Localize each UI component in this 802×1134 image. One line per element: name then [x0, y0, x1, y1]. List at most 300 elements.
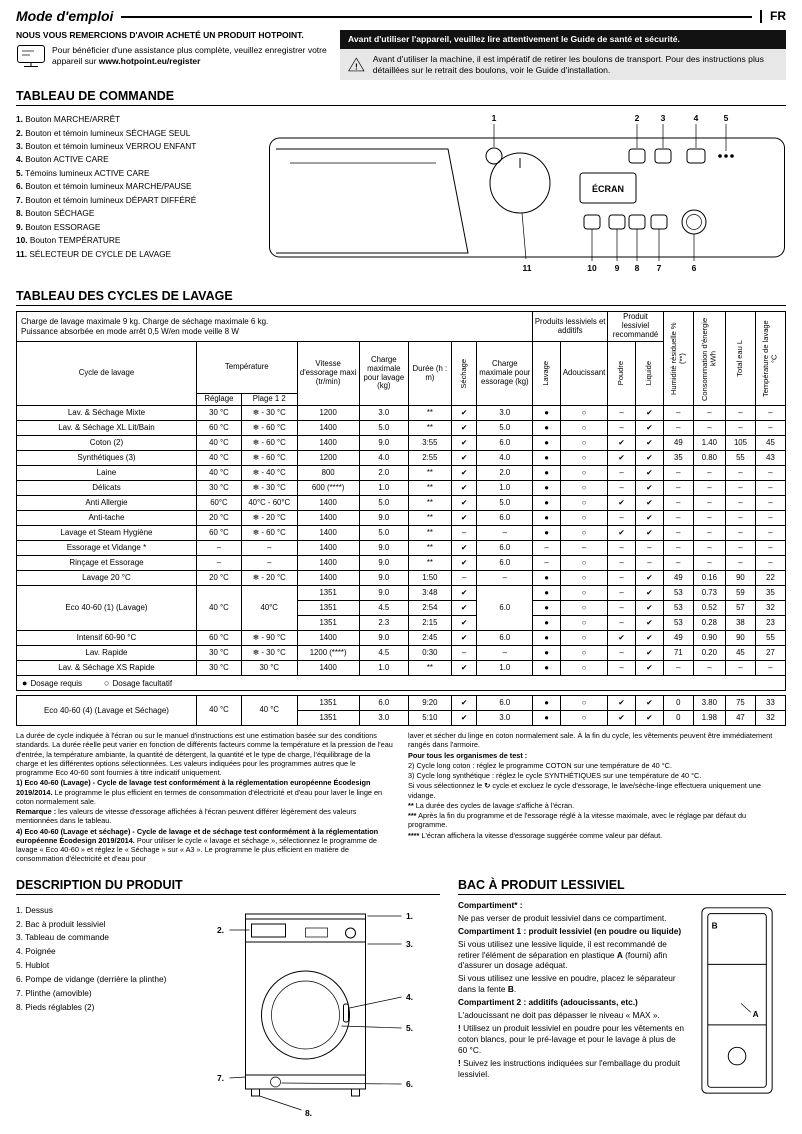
- table-cell: ✔: [636, 586, 664, 601]
- table-cell: –: [477, 571, 533, 586]
- language-badge: FR: [770, 9, 786, 23]
- paragraph: Pour tous les organismes de test :: [408, 750, 528, 760]
- legend-required: ● Dosage requis: [22, 678, 83, 689]
- drawer-label-a: A: [752, 1008, 759, 1019]
- table-cell: 9:20: [408, 696, 451, 711]
- table-cell: Rinçage et Essorage: [17, 556, 197, 571]
- table-cell: **: [408, 511, 451, 526]
- list-item: 8. Pieds réglables (2): [16, 1001, 95, 1012]
- table-cell: ●: [533, 711, 561, 726]
- table-cell: **: [408, 421, 451, 436]
- table-cell: 6.0: [477, 511, 533, 526]
- drawer-label-b: B: [711, 920, 718, 931]
- table-cell: –: [561, 541, 608, 556]
- header-lavage: Lavage: [533, 342, 561, 406]
- table-cell: –: [755, 466, 785, 481]
- table-cell: 75: [725, 696, 755, 711]
- callout-8: 8: [634, 263, 640, 274]
- callout-11: 11: [522, 263, 532, 274]
- capacity-note: [17, 312, 533, 342]
- header-produits-group: Produits lessiviels et additifs: [533, 312, 608, 342]
- table-cell: –: [755, 511, 785, 526]
- table-cell: ❄ - 30 °C: [241, 646, 297, 661]
- table-cell: 30 °C: [241, 661, 297, 676]
- washing-machine-diagram: [204, 900, 432, 1120]
- table-cell: –: [533, 556, 561, 571]
- table-cell: –: [241, 541, 297, 556]
- table-cell: –: [693, 556, 725, 571]
- table-cell: ❄ - 60 °C: [241, 436, 297, 451]
- table-cell: 0:30: [408, 646, 451, 661]
- table-cell: 0.80: [693, 451, 725, 466]
- table-cell: –: [693, 421, 725, 436]
- cycle-row: [17, 421, 786, 436]
- table-cell: –: [725, 556, 755, 571]
- table-cell: ○: [561, 466, 608, 481]
- table-cell: 2.3: [359, 616, 408, 631]
- table-cell: 1200 (****): [297, 646, 359, 661]
- table-cell: ●: [533, 466, 561, 481]
- machine-pump: [271, 1077, 281, 1087]
- table-cell: ○: [561, 511, 608, 526]
- table-cell: 105: [725, 436, 755, 451]
- table-cell: Lav. & Séchage Mixte: [17, 406, 197, 421]
- register-pre: Pour bénéficier d'une assistance plus complète, veuillez enregistrer votre appareil sur: [52, 45, 327, 67]
- table-cell: ✔: [635, 696, 663, 711]
- table-cell: 9.0: [359, 541, 408, 556]
- table-cell: 53: [663, 586, 693, 601]
- table-cell: ○: [561, 406, 608, 421]
- capacity-note-line2: Puissance absorbée en mode arrêt 0,5 W/en mode veille 8 W: [21, 326, 239, 336]
- table-cell: 1400: [297, 421, 359, 436]
- table-cell: 1400: [297, 556, 359, 571]
- table-cell: –: [755, 481, 785, 496]
- header-charge-lavage: Charge maximale pour lavage (kg): [359, 342, 408, 406]
- table-cell: –: [663, 421, 693, 436]
- table-cell: ○: [561, 496, 608, 511]
- list-item: 2. Bouton et témoin lumineux SÉCHAGE SEUL: [16, 127, 191, 138]
- section-title-commande: TABLEAU DE COMMANDE: [16, 89, 786, 106]
- header-temperature: Température: [196, 342, 297, 394]
- table-cell: 6.0: [359, 696, 408, 711]
- drawer-siphon: [728, 1047, 746, 1065]
- table-cell: 2.0: [477, 466, 533, 481]
- list-item: 7. Plinthe (amovible): [16, 987, 92, 998]
- drying-only-button: [629, 149, 645, 163]
- table-cell: Coton (2): [17, 436, 197, 451]
- table-cell: ✔: [451, 436, 477, 451]
- table-cell: **: [408, 496, 451, 511]
- table-cell: 1.98: [693, 711, 725, 726]
- table-cell: ●: [533, 661, 561, 676]
- table-cell: ✔: [636, 571, 664, 586]
- table-cell: 40°C - 60°C: [241, 496, 297, 511]
- table-cell: 5.0: [359, 526, 408, 541]
- table-cell: 32: [755, 711, 785, 726]
- table-cell: ○: [561, 571, 608, 586]
- footnotes-left: [16, 731, 394, 865]
- table-cell: ●: [533, 696, 561, 711]
- table-cell: 40 °C: [196, 696, 241, 726]
- table-cell: 9.0: [359, 631, 408, 646]
- table-cell: 35: [755, 586, 785, 601]
- table-cell: 1400: [297, 661, 359, 676]
- eco-tbody: [17, 696, 786, 726]
- paragraph: *** Après la fin du programme et de l'essorage réglé à la vitesse maximale, avec le réglage par défaut du programme.: [408, 811, 747, 830]
- list-item: 6. Bouton et témoin lumineux MARCHE/PAUSE: [16, 181, 192, 192]
- table-cell: –: [725, 421, 755, 436]
- table-cell: 40 °C: [196, 466, 241, 481]
- table-cell: ○: [561, 601, 608, 616]
- table-cell: ✔: [635, 711, 663, 726]
- table-cell: –: [608, 421, 636, 436]
- table-cell: ✔: [451, 481, 477, 496]
- table-cell: –: [693, 466, 725, 481]
- table-cell: 30 °C: [196, 481, 241, 496]
- spin-button: [609, 215, 625, 229]
- table-cell: 0.20: [693, 646, 725, 661]
- table-cell: ❄ - 60 °C: [241, 451, 297, 466]
- callout-1: 1: [491, 113, 497, 124]
- paragraph: Ne pas verser de produit lessiviel dans ce compartiment.: [458, 912, 667, 923]
- table-cell: ✔: [451, 661, 477, 676]
- table-cell: ●: [533, 481, 561, 496]
- table-cell: 6.0: [477, 436, 533, 451]
- table-cell: –: [608, 541, 636, 556]
- warning-triangle-icon: [348, 53, 365, 76]
- table-cell: ✔: [451, 511, 477, 526]
- table-cell: –: [725, 511, 755, 526]
- paragraph: ! Suivez les instructions indiquées sur l'emballage du produit lessiviel.: [458, 1057, 681, 1079]
- table-cell: 30 °C: [196, 661, 241, 676]
- table-cell: ❄ - 90 °C: [241, 631, 297, 646]
- table-cell: **: [408, 466, 451, 481]
- header-duree: Durée (h : m): [408, 342, 451, 406]
- table-cell: **: [408, 526, 451, 541]
- table-cell: 45: [755, 436, 785, 451]
- child-lock-button: [655, 149, 671, 163]
- table-cell: 0: [663, 711, 693, 726]
- table-cell: 600 (****): [297, 481, 359, 496]
- table-cell: –: [663, 466, 693, 481]
- table-cell: –: [636, 541, 664, 556]
- table-cell: –: [608, 586, 636, 601]
- table-cell: 60°C: [196, 496, 241, 511]
- table-cell: ✔: [608, 436, 636, 451]
- table-cell: 4.5: [359, 646, 408, 661]
- table-cell: Lav. Rapide: [17, 646, 197, 661]
- table-cell: –: [693, 496, 725, 511]
- commande-list: [16, 111, 264, 280]
- table-cell: 800: [297, 466, 359, 481]
- table-cell: ✔: [451, 711, 477, 726]
- table-cell: 9.0: [359, 571, 408, 586]
- detergent-drawer-front: [276, 149, 468, 253]
- table-cell: ✔: [451, 451, 477, 466]
- table-cell: ✔: [608, 631, 636, 646]
- paragraph: **** L'écran affichera la vitesse d'essorage suggérée comme valeur par défaut.: [408, 830, 663, 840]
- table-cell: –: [608, 661, 636, 676]
- machine-knob: [346, 928, 356, 938]
- footnotes: [16, 731, 786, 865]
- panel-figure: [268, 111, 786, 280]
- paragraph: La durée de cycle indiquée à l'écran ou sur le manuel d'instructions est une estimation basée sur des conditions standards. La durée réelle peut varier en fonction de différents facteurs comme la température et la pression de l'eau d'entrée, la température ambiante, la quantité de détergent, la quantité et le type de charge, l'équilibrage de la charge et les différentes options sélectionnées. Les valeurs indiquées pour les programmes autres que le programme Eco 40-60 sont fournies à titre indicatif uniquement.: [16, 731, 393, 778]
- header-adoucissant: Adoucissant: [561, 342, 608, 406]
- temperature-button: [584, 215, 600, 229]
- control-panel-diagram: [268, 111, 786, 275]
- bac-body: [458, 900, 786, 1080]
- table-cell: 1400: [297, 436, 359, 451]
- table-cell: 4.5: [359, 601, 408, 616]
- safety-block: [340, 30, 786, 80]
- product-description-section: [16, 869, 440, 1120]
- table-cell: ○: [561, 556, 608, 571]
- thanks-block: [16, 30, 328, 80]
- paragraph: L'adoucissant ne doit pas dépasser le niveau « MAX ».: [458, 1010, 660, 1021]
- table-cell: **: [408, 541, 451, 556]
- table-cell: ✔: [636, 436, 664, 451]
- cycle-row: [17, 436, 786, 451]
- active-care-led: [724, 154, 728, 158]
- section-title-cycles: TABLEAU DES CYCLES DE LAVAGE: [16, 289, 786, 306]
- table-cell: ❄ - 20 °C: [241, 511, 297, 526]
- table-cell: 71: [663, 646, 693, 661]
- table-cell: 1400: [297, 526, 359, 541]
- table-cell: 32: [755, 601, 785, 616]
- list-item: 3. Bouton et témoin lumineux VERROU ENFANT: [16, 141, 197, 152]
- table-cell: ✔: [451, 496, 477, 511]
- table-cell: 57: [725, 601, 755, 616]
- eco-table: [16, 695, 786, 726]
- table-cell: ○: [561, 646, 608, 661]
- table-cell: 6.0: [477, 696, 533, 711]
- table-cell: –: [693, 406, 725, 421]
- table-cell: ○: [561, 711, 608, 726]
- table-cell: 47: [725, 711, 755, 726]
- cycle-row: [17, 556, 786, 571]
- table-cell: 6.0: [477, 541, 533, 556]
- table-cell: 49: [663, 631, 693, 646]
- list-item: 5. Témoins lumineux ACTIVE CARE: [16, 167, 150, 178]
- header-total-eau: Total eau L: [725, 312, 755, 406]
- table-cell: 35: [663, 451, 693, 466]
- table-cell: ●: [533, 526, 561, 541]
- cycle-row: [17, 586, 786, 601]
- table-cell: –: [693, 541, 725, 556]
- paragraph: Compartiment 1 : produit lessiviel (en poudre ou liquide): [458, 925, 682, 936]
- table-cell: –: [608, 481, 636, 496]
- detergent-drawer-section: [458, 869, 786, 1120]
- table-cell: ✔: [636, 421, 664, 436]
- table-cell: –: [693, 661, 725, 676]
- table-cell: ✔: [636, 511, 664, 526]
- table-cell: 3:55: [408, 436, 451, 451]
- list-item: 1. Bouton MARCHE/ARRÊT: [16, 114, 121, 125]
- table-cell: 20 °C: [196, 511, 241, 526]
- list-item: 4. Bouton ACTIVE CARE: [16, 154, 109, 165]
- cycles-table: [16, 311, 786, 676]
- drying-button: [629, 215, 645, 229]
- table-cell: –: [663, 481, 693, 496]
- paragraph: 1) Eco 40-60 (Lavage) - Cycle de lavage test conformément à la réglementation européenne Écodesign 2019/2014. Le programme le plus efficient en termes de consommation d'électricité et d'eau pour laver le linge en coton normalement sale.: [16, 778, 383, 806]
- callout-6: 6: [691, 263, 697, 274]
- header-liquide: Liquide: [636, 342, 664, 406]
- table-cell: 1400: [297, 631, 359, 646]
- table-cell: 3.0: [477, 711, 533, 726]
- callout-3: 3: [660, 113, 666, 124]
- machine-handle: [344, 1004, 349, 1022]
- paragraph: 3) Cycle long synthétique : réglez le cycle SYNTHÉTIQUES sur une température de 40 °C.: [408, 771, 702, 781]
- table-cell: –: [663, 496, 693, 511]
- callout-5: 5: [723, 113, 729, 124]
- table-cell: 53: [663, 601, 693, 616]
- start-pause-button: [682, 210, 706, 234]
- header-recommande-group: Produit lessiviel recommandé: [608, 312, 664, 342]
- intro-row: [16, 30, 786, 80]
- table-cell: ✔: [451, 631, 477, 646]
- table-cell: –: [755, 421, 785, 436]
- page-title: Mode d'emploi: [16, 8, 114, 24]
- table-cell: 1200: [297, 451, 359, 466]
- cycle-row: [17, 696, 786, 711]
- table-cell: 9.0: [359, 556, 408, 571]
- table-cell: –: [196, 556, 241, 571]
- machine-foot: [352, 1089, 360, 1096]
- header-poudre: Poudre: [608, 342, 636, 406]
- table-cell: 5:10: [408, 711, 451, 726]
- table-cell: –: [693, 511, 725, 526]
- cycle-row: [17, 541, 786, 556]
- table-cell: ●: [533, 496, 561, 511]
- cycle-row: [17, 646, 786, 661]
- list-item: 9. Bouton ESSORAGE: [16, 221, 101, 232]
- table-cell: ❄ - 30 °C: [241, 481, 297, 496]
- list-item: 3. Tableau de commande: [16, 932, 110, 943]
- table-cell: 3.0: [359, 711, 408, 726]
- table-cell: –: [663, 511, 693, 526]
- table-cell: ●: [533, 601, 561, 616]
- transport-warning-box: [340, 49, 786, 80]
- table-cell: 5.0: [359, 496, 408, 511]
- table-cell: ✔: [451, 421, 477, 436]
- table-cell: 0.16: [693, 571, 725, 586]
- drawer-inner: [708, 913, 767, 1087]
- table-cell: 5.0: [477, 496, 533, 511]
- machine-callout-5: 5.: [405, 1022, 414, 1033]
- table-cell: ✔: [451, 616, 477, 631]
- table-cell: 45: [725, 646, 755, 661]
- table-cell: 1.0: [477, 481, 533, 496]
- table-cell: –: [477, 526, 533, 541]
- table-cell: –: [196, 541, 241, 556]
- table-cell: 23: [755, 616, 785, 631]
- active-care-led: [730, 154, 734, 158]
- table-cell: ○: [561, 696, 608, 711]
- table-cell: ✔: [451, 556, 477, 571]
- paragraph: ** La durée des cycles de lavage s'affiche à l'écran.: [408, 800, 575, 810]
- table-cell: ●: [533, 616, 561, 631]
- table-cell: –: [663, 406, 693, 421]
- display-label: ÉCRAN: [591, 184, 625, 195]
- table-cell: ❄ - 30 °C: [241, 406, 297, 421]
- register-url[interactable]: www.hotpoint.eu/register: [98, 56, 201, 67]
- product-list: [16, 900, 200, 1120]
- table-cell: ✔: [636, 631, 664, 646]
- table-cell: Laine: [17, 466, 197, 481]
- table-cell: ❄ - 60 °C: [241, 421, 297, 436]
- table-cell: 2:54: [408, 601, 451, 616]
- table-cell: ○: [561, 436, 608, 451]
- table-cell: ✔: [451, 406, 477, 421]
- list-item: 10. Bouton TEMPÉRATURE: [16, 235, 121, 246]
- table-cell: 5.0: [477, 421, 533, 436]
- table-cell: 90: [725, 631, 755, 646]
- list-item: 1. Dessus: [16, 904, 53, 915]
- table-cell: 1.0: [359, 661, 408, 676]
- table-cell: 1351: [297, 711, 359, 726]
- table-cell: ✔: [608, 451, 636, 466]
- table-cell: 2:55: [408, 451, 451, 466]
- table-cell: –: [693, 481, 725, 496]
- table-cell: 59: [725, 586, 755, 601]
- table-cell: 0.90: [693, 631, 725, 646]
- table-cell: 6.0: [477, 631, 533, 646]
- table-cell: Intensif 60-90 °C: [17, 631, 197, 646]
- table-cell: Lavage 20 °C: [17, 571, 197, 586]
- machine-drawer: [252, 924, 286, 937]
- table-cell: 3.0: [359, 406, 408, 421]
- table-cell: 49: [663, 436, 693, 451]
- table-cell: Lav. & Séchage XS Rapide: [17, 661, 197, 676]
- table-cell: 2:15: [408, 616, 451, 631]
- table-cell: ●: [533, 571, 561, 586]
- cycle-row: [17, 451, 786, 466]
- table-cell: –: [725, 526, 755, 541]
- table-cell: ✔: [636, 496, 664, 511]
- paragraph: 4) Eco 40-60 (Lavage et séchage) - Cycle de lavage et de séchage test conformément à la réglementation européenne Écodesign 2019/2014. Pour utiliser le cycle « lavage et séchage », sélectionnez le programme de lavage « Eco 40-60 » et réglez le « Séchage » sur « A3 ». Le programme le plus efficient en matière de consommation d'électricité et d'eau pour: [16, 826, 379, 864]
- paragraph: Compartiment* :: [458, 899, 523, 910]
- table-cell: –: [477, 646, 533, 661]
- safety-banner: Avant d'utiliser l'appareil, veuillez lire attentivement le Guide de santé et sécurité.: [340, 30, 786, 49]
- cycle-row: [17, 661, 786, 676]
- paragraph: Si vous utilisez une lessive en poudre, placez le séparateur dans la fente B.: [458, 973, 676, 995]
- commande-section: [16, 111, 786, 280]
- table-cell: Anti-tache: [17, 511, 197, 526]
- table-cell: –: [755, 526, 785, 541]
- callout-4: 4: [693, 113, 699, 124]
- table-cell: ○: [561, 481, 608, 496]
- table-cell: ✔: [636, 661, 664, 676]
- paragraph: laver et sécher du linge en coton normalement sale. À la fin du cycle, les vêtements peuvent être immédiatement rangés dans l'armoire.: [408, 731, 773, 750]
- table-cell: 9.0: [359, 436, 408, 451]
- table-cell: ●: [533, 631, 561, 646]
- table-cell: –: [755, 406, 785, 421]
- section-title-bac: BAC À PRODUIT LESSIVIEL: [458, 878, 786, 895]
- monitor-icon: [16, 44, 46, 68]
- table-cell: –: [755, 556, 785, 571]
- machine-foot: [252, 1089, 260, 1096]
- table-cell: 1400: [297, 496, 359, 511]
- machine-callout-1: 1.: [405, 910, 414, 921]
- table-cell: –: [725, 496, 755, 511]
- list-item: 5. Hublot: [16, 960, 50, 971]
- table-cell: 53: [663, 616, 693, 631]
- table-cell: 1200: [297, 406, 359, 421]
- callout-7: 7: [656, 263, 662, 274]
- table-cell: ●: [533, 406, 561, 421]
- machine-callout-6: 6.: [405, 1078, 414, 1089]
- active-care-led: [718, 154, 722, 158]
